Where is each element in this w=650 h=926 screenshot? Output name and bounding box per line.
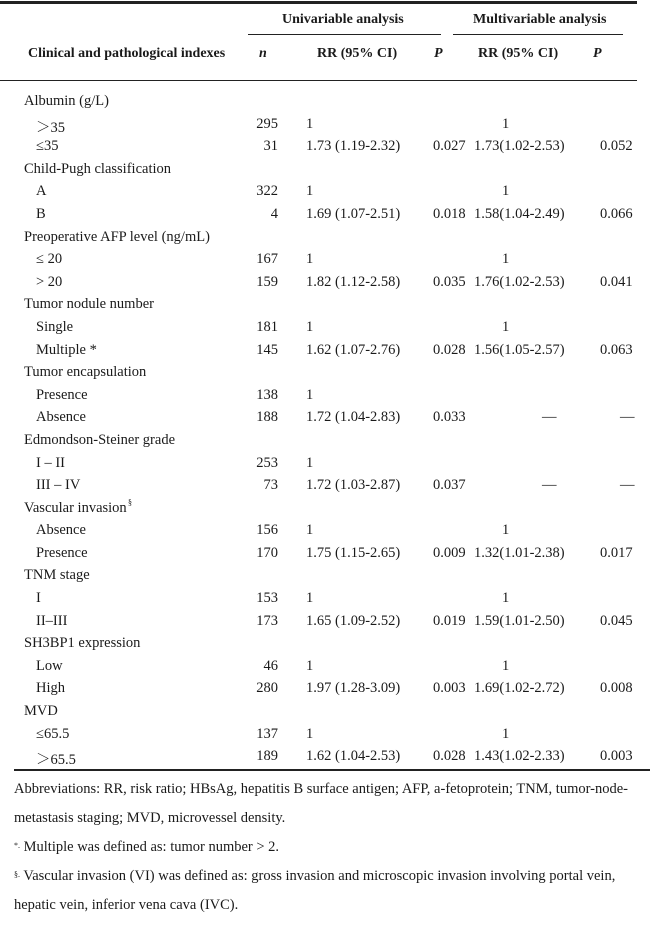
row-label: ＞35 <box>36 119 65 136</box>
cell-p-multivariable: 0.008 <box>600 680 633 697</box>
footnote-vascular-invasion <box>14 862 644 920</box>
header-rr-univariable: RR (95% CI) <box>317 46 398 61</box>
table-row <box>0 203 650 226</box>
cell-rr-multivariable: — <box>542 477 557 494</box>
row-label: I – II <box>36 454 65 471</box>
cell-rr-univariable: 1 <box>306 725 314 742</box>
cell-n: 138 <box>256 386 278 403</box>
cell-p-univariable: 0.019 <box>433 612 466 629</box>
cell-n: 145 <box>256 341 278 358</box>
table-group-row <box>0 90 650 113</box>
table-row <box>0 745 650 768</box>
cell-rr-multivariable: 1.58(1.04-2.49) <box>474 205 565 222</box>
row-label: Absence <box>36 409 86 426</box>
table-row <box>0 384 650 407</box>
cell-rr-univariable: 1.72 (1.03-2.87) <box>306 477 401 494</box>
row-label: B <box>36 205 46 222</box>
header-clinical-indexes: Clinical and pathological indexes <box>28 46 226 61</box>
cell-rr-univariable: 1 <box>306 183 314 200</box>
row-label: ≤65.5 <box>36 725 70 742</box>
group-label: Child-Pugh classification <box>24 160 171 177</box>
cell-n: 253 <box>256 454 278 471</box>
table-row <box>0 113 650 136</box>
cell-rr-univariable: 1 <box>306 657 314 674</box>
table-row <box>0 339 650 362</box>
table-row <box>0 180 650 203</box>
cell-rr-multivariable: 1 <box>502 590 510 607</box>
table-header-rule <box>0 80 637 81</box>
table-group-row <box>0 429 650 452</box>
table-row <box>0 587 650 610</box>
cell-p-univariable: 0.027 <box>433 138 466 155</box>
cell-rr-multivariable: 1 <box>502 318 510 335</box>
table-bottom-rule <box>14 769 650 771</box>
cell-p-multivariable: — <box>620 477 635 494</box>
table-row <box>0 135 650 158</box>
cell-rr-univariable: 1 <box>306 522 314 539</box>
row-label: ≤35 <box>36 138 59 155</box>
cell-rr-univariable: 1.62 (1.07-2.76) <box>306 341 401 358</box>
footnote-multiple <box>14 833 644 862</box>
table-row <box>0 271 650 294</box>
header-multivariable-analysis: Multivariable analysis <box>473 12 607 27</box>
cell-rr-univariable: 1.72 (1.04-2.83) <box>306 409 401 426</box>
cell-n: 31 <box>263 138 278 155</box>
cell-p-univariable: 0.018 <box>433 205 466 222</box>
cell-n: 73 <box>263 477 278 494</box>
table-row <box>0 723 650 746</box>
footnote-text: Vascular invasion (VI) was defined as: gross invasion and microscopic invasion involving portal vein, hepatic vein, inferior vena cava (IVC). <box>14 868 616 913</box>
row-label: Presence <box>36 386 88 403</box>
cell-rr-multivariable: 1.69(1.02-2.72) <box>474 680 565 697</box>
cell-rr-univariable: 1 <box>306 251 314 268</box>
cell-rr-multivariable: 1 <box>502 251 510 268</box>
footnote-mark: *. <box>14 841 20 850</box>
row-label: I <box>36 590 41 607</box>
row-label: Multiple * <box>36 341 97 358</box>
cell-n: 46 <box>263 657 278 674</box>
table-row <box>0 248 650 271</box>
table-group-row <box>0 361 650 384</box>
group-label: Edmondson-Steiner grade <box>24 431 176 448</box>
row-label: Presence <box>36 544 88 561</box>
cell-rr-univariable: 1 <box>306 386 314 403</box>
cell-rr-univariable: 1 <box>306 454 314 471</box>
cell-p-multivariable: 0.063 <box>600 341 633 358</box>
footnote-mark: § <box>128 497 132 507</box>
cell-rr-univariable: 1.97 (1.28-3.09) <box>306 680 401 697</box>
cell-rr-multivariable: 1 <box>502 183 510 200</box>
cell-n: 137 <box>256 725 278 742</box>
cell-p-univariable: 0.037 <box>433 477 466 494</box>
cell-rr-multivariable: 1 <box>502 657 510 674</box>
table-group-row <box>0 158 650 181</box>
cell-n: 322 <box>256 183 278 200</box>
row-label: ＞65.5 <box>36 752 76 769</box>
group-label: Preoperative AFP level (ng/mL) <box>24 228 210 245</box>
footnote-mark: §. <box>14 870 20 879</box>
cell-rr-univariable: 1.75 (1.15-2.65) <box>306 544 401 561</box>
group-label: SH3BP1 expression <box>24 635 141 652</box>
cell-rr-multivariable: 1.76(1.02-2.53) <box>474 273 565 290</box>
cell-rr-univariable: 1 <box>306 318 314 335</box>
cell-n: 181 <box>256 318 278 335</box>
cell-rr-multivariable: 1.73(1.02-2.53) <box>474 138 565 155</box>
table-group-row <box>0 226 650 249</box>
cell-p-univariable: 0.028 <box>433 341 466 358</box>
row-label: High <box>36 680 65 697</box>
cell-rr-univariable: 1.73 (1.19-2.32) <box>306 138 401 155</box>
cell-rr-multivariable: 1.32(1.01-2.38) <box>474 544 565 561</box>
cell-p-multivariable: 0.017 <box>600 544 633 561</box>
group-label: Tumor nodule number <box>24 296 154 313</box>
table-row <box>0 677 650 700</box>
cell-p-multivariable: 0.045 <box>600 612 633 629</box>
cell-rr-univariable: 1.82 (1.12-2.58) <box>306 273 401 290</box>
header-p-multivariable: P <box>593 46 602 61</box>
table-row <box>0 474 650 497</box>
table-row <box>0 610 650 633</box>
multivariable-group-rule <box>453 34 623 35</box>
cell-n: 167 <box>256 251 278 268</box>
cell-p-multivariable: — <box>620 409 635 426</box>
cell-n: 156 <box>256 522 278 539</box>
cell-n: 4 <box>270 205 278 222</box>
cell-p-multivariable: 0.066 <box>600 205 633 222</box>
univariable-group-rule <box>248 34 441 35</box>
cell-n: 189 <box>256 748 278 765</box>
table-row <box>0 542 650 565</box>
group-label: Tumor encapsulation <box>24 364 147 381</box>
header-n: n <box>259 46 267 61</box>
abbreviations-note: Abbreviations: RR, risk ratio; HBsAg, hepatitis B surface antigen; AFP, a-fetoprotein; TNM, tumor-node-metastasis staging; MVD, microvessel density. <box>14 781 628 826</box>
table-row <box>0 655 650 678</box>
cell-p-univariable: 0.003 <box>433 680 466 697</box>
row-label: ≤ 20 <box>36 251 63 268</box>
row-label: III – IV <box>36 477 81 494</box>
table-group-row <box>0 564 650 587</box>
table-row <box>0 452 650 475</box>
row-label: > 20 <box>36 273 63 290</box>
cell-p-multivariable: 0.052 <box>600 138 633 155</box>
row-label: Single <box>36 318 74 335</box>
cell-rr-univariable: 1 <box>306 115 314 132</box>
group-label: Vascular invasion <box>24 499 127 516</box>
cell-rr-multivariable: 1.59(1.01-2.50) <box>474 612 565 629</box>
cell-p-multivariable: 0.003 <box>600 748 633 765</box>
cell-p-univariable: 0.033 <box>433 409 466 426</box>
cell-n: 188 <box>256 409 278 426</box>
row-label: Absence <box>36 522 86 539</box>
table-group-row <box>0 497 650 520</box>
cell-rr-multivariable: 1 <box>502 115 510 132</box>
cell-n: 153 <box>256 590 278 607</box>
group-label: TNM stage <box>24 567 90 584</box>
header-p-univariable: P <box>434 46 443 61</box>
cell-rr-univariable: 1.65 (1.09-2.52) <box>306 612 401 629</box>
table-group-row <box>0 700 650 723</box>
cell-p-univariable: 0.028 <box>433 748 466 765</box>
table-notes <box>14 775 644 920</box>
cell-rr-multivariable: 1.56(1.05-2.57) <box>474 341 565 358</box>
table-row <box>0 316 650 339</box>
table-body <box>0 90 650 768</box>
cell-p-univariable: 0.009 <box>433 544 466 561</box>
row-label: A <box>36 183 47 200</box>
cell-rr-univariable: 1.62 (1.04-2.53) <box>306 748 401 765</box>
cell-n: 159 <box>256 273 278 290</box>
cell-p-multivariable: 0.041 <box>600 273 633 290</box>
table-group-row <box>0 632 650 655</box>
row-label: II–III <box>36 612 68 629</box>
cell-rr-multivariable: 1.43(1.02-2.33) <box>474 748 565 765</box>
header-univariable-analysis: Univariable analysis <box>282 12 404 27</box>
cell-rr-univariable: 1.69 (1.07-2.51) <box>306 205 401 222</box>
cell-n: 280 <box>256 680 278 697</box>
cell-n: 295 <box>256 115 278 132</box>
cell-rr-multivariable: 1 <box>502 522 510 539</box>
cell-rr-univariable: 1 <box>306 590 314 607</box>
cell-n: 170 <box>256 544 278 561</box>
footnote-text: Multiple was defined as: tumor number > 2. <box>20 839 280 855</box>
group-label: MVD <box>24 703 58 720</box>
table-top-rule <box>0 1 637 4</box>
group-label: Albumin (g/L) <box>24 93 109 109</box>
cell-rr-multivariable: — <box>542 409 557 426</box>
cell-p-univariable: 0.035 <box>433 273 466 290</box>
cell-n: 173 <box>256 612 278 629</box>
cell-rr-multivariable: 1 <box>502 725 510 742</box>
table-row <box>0 406 650 429</box>
table-group-row <box>0 293 650 316</box>
header-rr-multivariable: RR (95% CI) <box>478 46 559 61</box>
row-label: Low <box>36 657 63 674</box>
table-row <box>0 519 650 542</box>
